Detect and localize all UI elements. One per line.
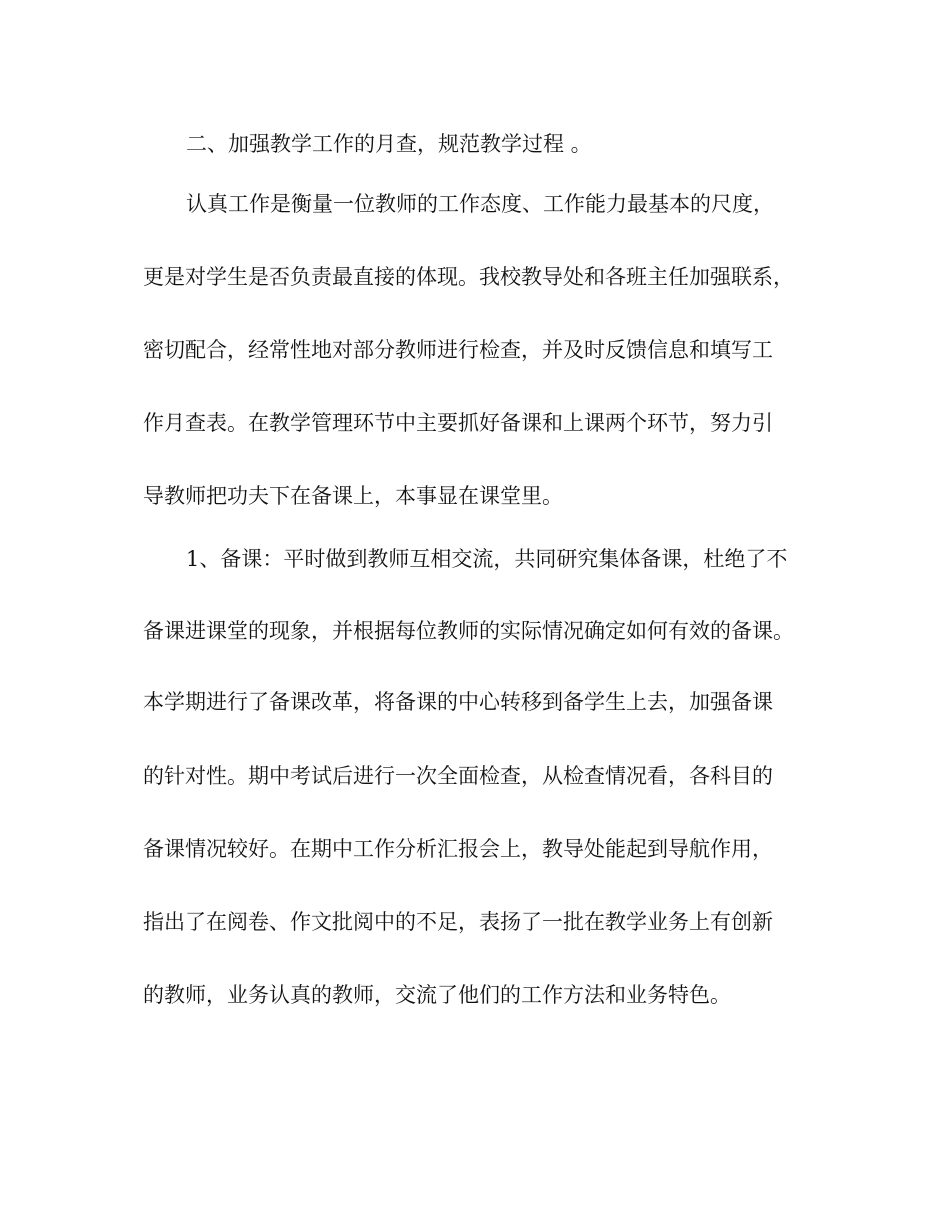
paragraph-1-line-2: 更是对学生是否负责最直接的体现。我校教导处和各班主任加强联系， xyxy=(143,265,794,289)
paragraph-2-line-6: 指出了在阅卷、作文批阅中的不足，表扬了一批在教学业务上有创新 xyxy=(143,910,773,934)
paragraph-1-line-4: 作月查表。在教学管理环节中主要抓好备课和上课两个环节，努力引 xyxy=(143,411,773,435)
paragraph-1-line-1: 认真工作是衡量一位教师的工作态度、工作能力最基本的尺度， xyxy=(186,192,774,216)
paragraph-2-line-3: 本学期进行了备课改革，将备课的中心转移到备学生上去，加强备课 xyxy=(143,690,773,714)
paragraph-2-line-4: 的针对性。期中考试后进行一次全面检查，从检查情况看，各科目的 xyxy=(143,764,773,788)
section-heading: 二、加强教学工作的月查，规范教学过程 。 xyxy=(186,132,592,156)
paragraph-1-line-5: 导教师把功夫下在备课上，本事显在课堂里。 xyxy=(143,484,563,508)
paragraph-2-line-1: 1、备课：平时做到教师互相交流，共同研究集体备课，杜绝了不 xyxy=(186,547,788,571)
paragraph-2-line-2: 备课进课堂的现象，并根据每位教师的实际情况确定如何有效的备课。 xyxy=(143,619,794,643)
paragraph-2-line-7: 的教师，业务认真的教师，交流了他们的工作方法和业务特色。 xyxy=(143,983,731,1007)
paragraph-1-line-3: 密切配合，经常性地对部分教师进行检查，并及时反馈信息和填写工 xyxy=(143,338,773,362)
paragraph-2-line-5: 备课情况较好。在期中工作分析汇报会上，教导处能起到导航作用， xyxy=(143,837,773,861)
